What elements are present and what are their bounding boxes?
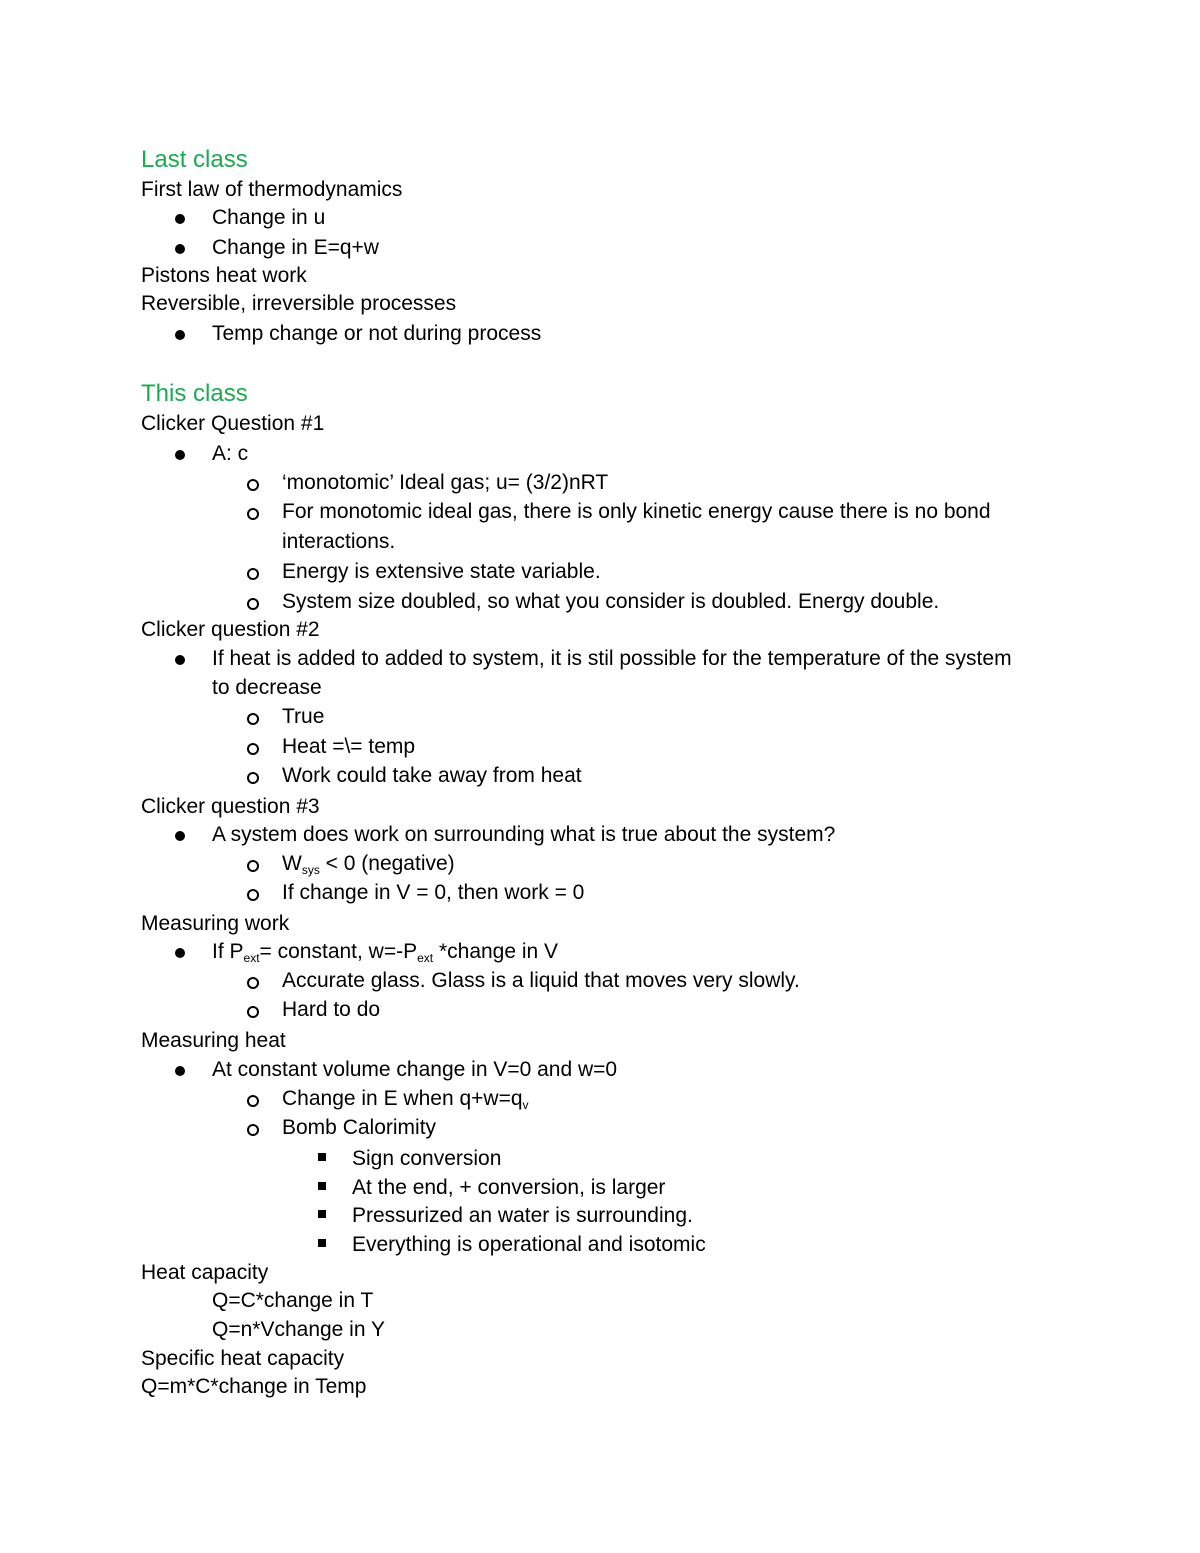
specific-heat-title: Specific heat capacity xyxy=(141,1347,345,1370)
formula-part: If P xyxy=(212,940,244,963)
note-subscript: v xyxy=(522,1098,529,1112)
q2-note: Heat =\= temp xyxy=(282,735,416,758)
bullet-square-icon xyxy=(318,1182,328,1192)
heat-capacity-formula: Q=C*change in T xyxy=(212,1289,374,1312)
w-symbol: W xyxy=(282,852,302,875)
bullet-circle-icon xyxy=(247,508,261,522)
measuring-work-formula xyxy=(212,939,558,965)
line-first-law: First law of thermodynamics xyxy=(141,178,403,201)
bullet-dot-icon xyxy=(175,1066,187,1078)
heading-this-class: This class xyxy=(141,380,248,407)
q3-statement: A system does work on surrounding what is true about the system? xyxy=(212,823,836,846)
calorimity-note: At the end, + conversion, is larger xyxy=(352,1176,666,1199)
bullet-circle-icon xyxy=(247,1095,261,1109)
bullet-dot-icon xyxy=(175,655,187,667)
bullet-dot-icon xyxy=(175,330,187,342)
bullet-circle-icon xyxy=(247,860,261,874)
measuring-heat-title: Measuring heat xyxy=(141,1029,286,1052)
measuring-heat-note: Bomb Calorimity xyxy=(282,1116,437,1139)
bullet-circle-icon xyxy=(247,889,261,903)
q2-statement: If heat is added to added to system, it is stil possible for the temperature of the system xyxy=(212,647,1012,670)
calorimity-note: Sign conversion xyxy=(352,1147,502,1170)
q1-note: For monotomic ideal gas, there is only kinetic energy cause there is no bond xyxy=(282,500,991,523)
q3-note: If change in V = 0, then work = 0 xyxy=(282,881,585,904)
w-subscript: sys xyxy=(301,863,320,877)
heading-last-class: Last class xyxy=(141,146,248,173)
measuring-work-title: Measuring work xyxy=(141,912,290,935)
bullet-dot-icon xyxy=(175,450,187,462)
bullet-square-icon xyxy=(318,1153,328,1163)
measuring-heat-note xyxy=(282,1086,529,1112)
w-condition: < 0 (negative) xyxy=(319,852,455,875)
q2-statement-continued: to decrease xyxy=(212,676,322,699)
bullet-circle-icon xyxy=(247,1124,261,1138)
bullet-dot-icon xyxy=(175,214,187,226)
formula-subscript: ext xyxy=(243,951,260,965)
calorimity-note: Everything is operational and isotomic xyxy=(352,1233,706,1256)
measuring-heat-statement: At constant volume change in V=0 and w=0 xyxy=(212,1058,618,1081)
line-change-e: Change in E=q+w xyxy=(212,236,379,259)
q1-note: ‘monotomic’ Ideal gas; u= (3/2)nRT xyxy=(282,471,609,494)
q1-note-continued: interactions. xyxy=(282,530,396,553)
line-reversible: Reversible, irreversible processes xyxy=(141,292,457,315)
formula-subscript: ext xyxy=(417,951,434,965)
q2-note: Work could take away from heat xyxy=(282,764,582,787)
specific-heat-formula: Q=m*C*change in Temp xyxy=(141,1375,367,1398)
bullet-square-icon xyxy=(318,1210,328,1220)
note-text: Change in E when q+w=q xyxy=(282,1087,523,1110)
bullet-circle-icon xyxy=(247,743,261,757)
bullet-square-icon xyxy=(318,1239,328,1249)
bullet-circle-icon xyxy=(247,772,261,786)
line-pistons: Pistons heat work xyxy=(141,264,307,287)
heat-capacity-formula: Q=n*Vchange in Y xyxy=(212,1318,385,1341)
bullet-circle-icon xyxy=(247,598,261,612)
bullet-dot-icon xyxy=(175,831,187,843)
line-change-u: Change in u xyxy=(212,206,326,229)
bullet-dot-icon xyxy=(175,948,187,960)
q1-note: Energy is extensive state variable. xyxy=(282,560,601,583)
formula-part: *change in V xyxy=(433,940,559,963)
bullet-circle-icon xyxy=(247,713,261,727)
q1-title: Clicker Question #1 xyxy=(141,412,325,435)
formula-part: = constant, w=-P xyxy=(259,940,418,963)
line-temp-change: Temp change or not during process xyxy=(212,322,542,345)
bullet-circle-icon xyxy=(247,568,261,582)
calorimity-note: Pressurized an water is surrounding. xyxy=(352,1204,693,1227)
bullet-circle-icon xyxy=(247,479,261,493)
q1-note: System size doubled, so what you consider is doubled. Energy double. xyxy=(282,590,940,613)
heat-capacity-title: Heat capacity xyxy=(141,1261,269,1284)
q1-answer: A: c xyxy=(212,442,249,465)
measuring-work-note: Hard to do xyxy=(282,998,381,1021)
bullet-dot-icon xyxy=(175,244,187,256)
bullet-circle-icon xyxy=(247,1006,261,1020)
q3-note-work xyxy=(282,851,455,877)
q2-title: Clicker question #2 xyxy=(141,618,320,641)
q3-title: Clicker question #3 xyxy=(141,795,320,818)
measuring-work-note: Accurate glass. Glass is a liquid that moves very slowly. xyxy=(282,969,800,992)
q2-note: True xyxy=(282,705,325,728)
bullet-circle-icon xyxy=(247,977,261,991)
